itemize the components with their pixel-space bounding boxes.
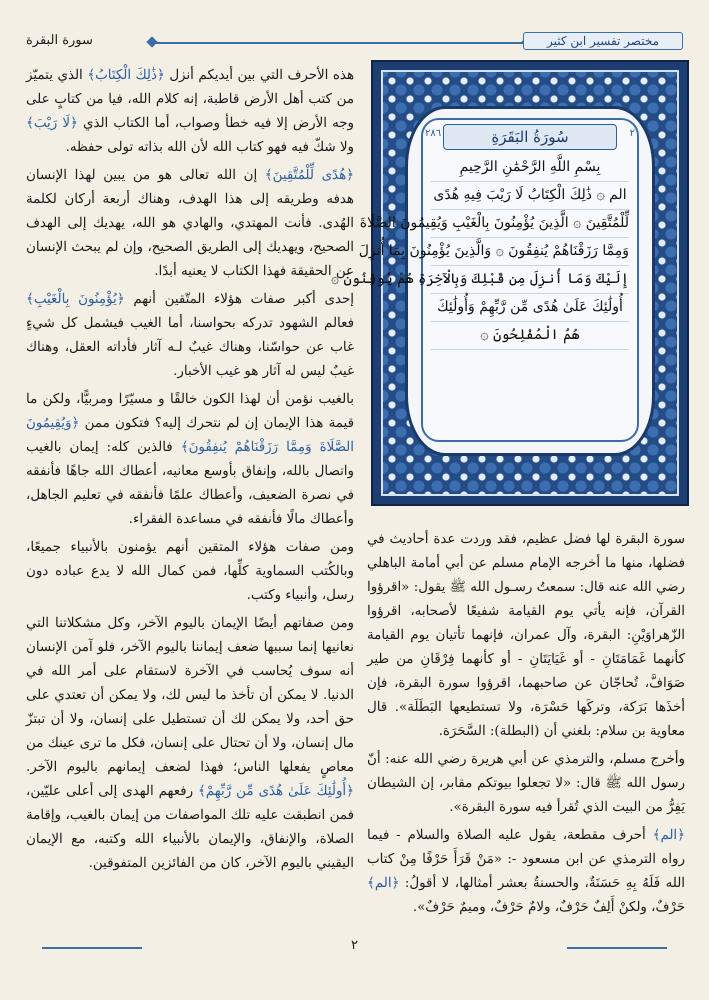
paragraph: وأخرج مسلم، والترمذي عن أبي هريرة رضي الله عنه: أنّ رسول الله ﷺ قال: «لا تجعلوا بيوتكم مقابر، إن الشيطان يَفِرُّ من البيت الذي تُقرأ فيه سورة البقرة». [367, 752, 685, 815]
footer-rule [567, 947, 667, 949]
paragraph: سورة البقرة لها فضل عظيم، فقد وردت عدة أحاديث في فضلها، منها ما أخرجه الإمام مسلم عن أبي أمامة الباهلي رضي الله عنه قال: سمعتُ رسـول الله ﷺ يقول: «اقرؤوا القرآن، فإنه يأتي يوم القيامة شفيعًا لأصحابه، اقرؤوا الزّهراوَيْنِ: البقرة، وآل عمران، فإنهما تأتيان يوم القيامة كأنهما غَمَامَتَانِ - أو غَيَايَتَانِ - أو كأنهما فِرْقَانِ من طير صَوَافَّ، تُحاجّان عن صاحبهما، اقرؤوا سورة البقرة، فإن أخذَها بَرَكة، وتركَها حَسْرَة، ولا تستطيعها البَطَلَة». قال معاوية بن سلام: بلغني أن (البطلة): السَّحَرَة. [367, 532, 685, 739]
paragraph: ومن صفاتهم أيضًا الإيمان باليوم الآخر، وكل مشكلاتنا التي نعانيها إنما سببها ضعف إيماننا باليوم الآخر، فلو آمن الإنسان أنه سوف يُحاسب في الآخرة لاستقام على أمر الله في الدنيا. لا يمكن أن تأخذ ما ليس لك، ولا يمكن أن تعتدي على حق أحد، ولا يمكن لك أن تستطيل على إنسان، ولا أن تبتزّ مال إنسان، ولا أن تحتال على إنسان، فكل ما ترى عينك من معاصٍ يفعلها الناس؛ فهذا لضعف إيمانهم باليوم الآخر. ﴿أُولَٰئِكَ عَلَىٰ هُدًى مِّن رَّبِّهِمْ﴾ رفعهم الهدى إلى أعلى عليّين، فمن انطبقت عليه تلك المواصفات من إيمان بالغيب، وإقامة الصلاة، والإنفاق، والإيمان بالأنبياء الله وكتبه، مع الإيمان اليقيني باليوم الآخر، كان من الفائزين المتفوقين. [26, 616, 354, 871]
page-number: ٢ [351, 938, 358, 953]
surah-name: سورة البقرة [26, 33, 93, 48]
surah-number: ٢ [629, 128, 635, 139]
mushaf-text [330, 154, 629, 432]
mushaf-line: لِّلْمُتَّقِينَ ۞ الَّذِينَ يُؤْمِنُونَ بِالْغَيْبِ وَيُقِيمُونَ الصَّلَاةَ [431, 210, 629, 238]
header-rule [152, 42, 527, 44]
mushaf-line: الم ۞ ذَٰلِكَ الْكِتَابُ لَا رَيْبَ فِيهِ هُدًى [431, 182, 629, 210]
paragraph: إحدى أكبر صفات هؤلاء المتّقين أنهم ﴿يُؤْمِنُونَ بِالْغَيْبِ﴾ فعالم الشهود تدركه بحواسنا، أما الغيب فيشمل كل شيءٍ غاب عن حواسّنا، وهناك غيبٌ لـه آثار فأداته العقل، وهناك غيبٌ ليس له آثار هو غيب الأخبار. [26, 292, 354, 379]
quran-quote: ﴿الم﴾ [367, 876, 400, 891]
header-ornament [146, 36, 157, 47]
mushaf-line: إِلَيْكَ وَمَا أُنزِلَ مِن قَبْلِكَ وَبِالْآخِرَةِ هُمْ يُوقِنُونَ ۞ [431, 266, 629, 294]
running-title: مختصر تفسير ابن كثير [523, 32, 683, 50]
mushaf-line: بِسْمِ اللَّهِ الرَّحْمَٰنِ الرَّحِيمِ [431, 154, 629, 182]
quran-quote: ﴿يُؤْمِنُونَ بِالْغَيْبِ﴾ [26, 292, 125, 307]
mushaf-line: أُولَٰئِكَ عَلَىٰ هُدًى مِّن رَّبِّهِمْ وَأُولَٰئِكَ [431, 294, 629, 322]
quran-quote: ﴿وَيُقِيمُونَ الصَّلَاةَ وَمِمَّا رَزَقْنَاهُمْ يُنفِقُونَ﴾ [26, 416, 354, 455]
paragraph: ﴿هُدًى لِّلْمُتَّقِينَ﴾ إن الله تعالى هو من يبين لهذا الإنسان هدفه وطريقه إلى هذا الهدف، وهناك أربعة أركان لكلمة الهُدى. فأنت المهتدي، والهادي هو الله، يهديك إلى الهدف الصحيح، ويهديك إلى الطريق الصحيح، وإن لم يبحث الإنسان عن الحقيقة فهذا الكتاب لا يعنيه أبدًا. [26, 168, 354, 279]
page-footer [22, 938, 687, 958]
quran-quote: ﴿ذَٰلِكَ الْكِتَابُ﴾ [87, 68, 165, 83]
quran-quote: ﴿لَا رَيْبَ﴾ [26, 116, 78, 131]
page-header [22, 30, 687, 54]
right-column [367, 528, 685, 948]
quran-quote: ﴿هُدًى لِّلْمُتَّقِينَ﴾ [264, 168, 354, 183]
paragraph: هذه الأحرف التي بين أيديكم أنزل ﴿ذَٰلِكَ الْكِتَابُ﴾ الذي يتميّز من كتب أهل الأرض قاطبة، إنه كلام الله، فيا من كتابٍ على وجه الأرض إلا فيه خطأ وصواب، أما الكتاب الذي ﴿لَا رَيْبَ﴾ ولا شكّ فيه فهو كتاب الله لأن الله بذاته تولى حفظه. [26, 68, 355, 155]
paragraph: ومن صفات هؤلاء المتقين أنهم يؤمنون بالأنبياء جميعًا، وبالكُتب السماوية كلِّها، فمن كمال الله لا يدع عباده دون رسل، وأنبياء وكتب. [26, 540, 354, 603]
quran-quote: ﴿الم﴾ [652, 828, 685, 843]
left-column [26, 64, 354, 944]
paragraph: ﴿الم﴾ أحرف مقطعة، يقول عليه الصلاة والسلام - فيما رواه الترمذي عن ابن مسعود -: «مَنْ قَرَأَ حَرْفًا مِنْ كتاب الله فَلَهُ بِهِ حَسَنَةٌ، والحسنةُ بعشر أمثالها، لا أقولُ: ﴿الم﴾ حَرْفٌ، ولكنْ أَلِفٌ حَرْفٌ، ولامٌ حَرْفٌ، وميمٌ حَرْفٌ». [367, 828, 685, 915]
mushaf-line: هُمُ الْمُفْلِحُونَ ۞ [431, 322, 629, 350]
paragraph: بالغيب نؤمن أن لهذا الكون خالقًا و مسيّرًا ومربيًّا، ولكن ما قيمة هذا الإيمان إن لم نتحرك إليه؟ فتكون ممن ﴿وَيُقِيمُونَ الصَّلَاةَ وَمِمَّا رَزَقْنَاهُمْ يُنفِقُونَ﴾ فالذين كله: إيمان بالغيب واتصال بالله، وإنفاق بأوسع معانيه، أعطاك الله جاهًا فأنفقه في نصرة الضعيف، وأعطاك علمًا فأنفقه في تعليم الجاهل، وأعطاك مالًا فأنفقه في مساعدة الفقراء. [26, 392, 354, 527]
surah-title: سُورَةُ البَقَرَةِ [443, 124, 617, 150]
mushaf-line: وَمِمَّا رَزَقْنَاهُمْ يُنفِقُونَ ۞ وَالَّذِينَ يُؤْمِنُونَ بِمَا أُنزِلَ [431, 238, 629, 266]
ayah-count: ٢٨٦ [425, 128, 442, 139]
quran-quote: ﴿أُولَٰئِكَ عَلَىٰ هُدًى مِّن رَّبِّهِمْ﴾ [198, 784, 354, 799]
mushaf-frame [330, 60, 689, 506]
footer-rule [42, 947, 142, 949]
